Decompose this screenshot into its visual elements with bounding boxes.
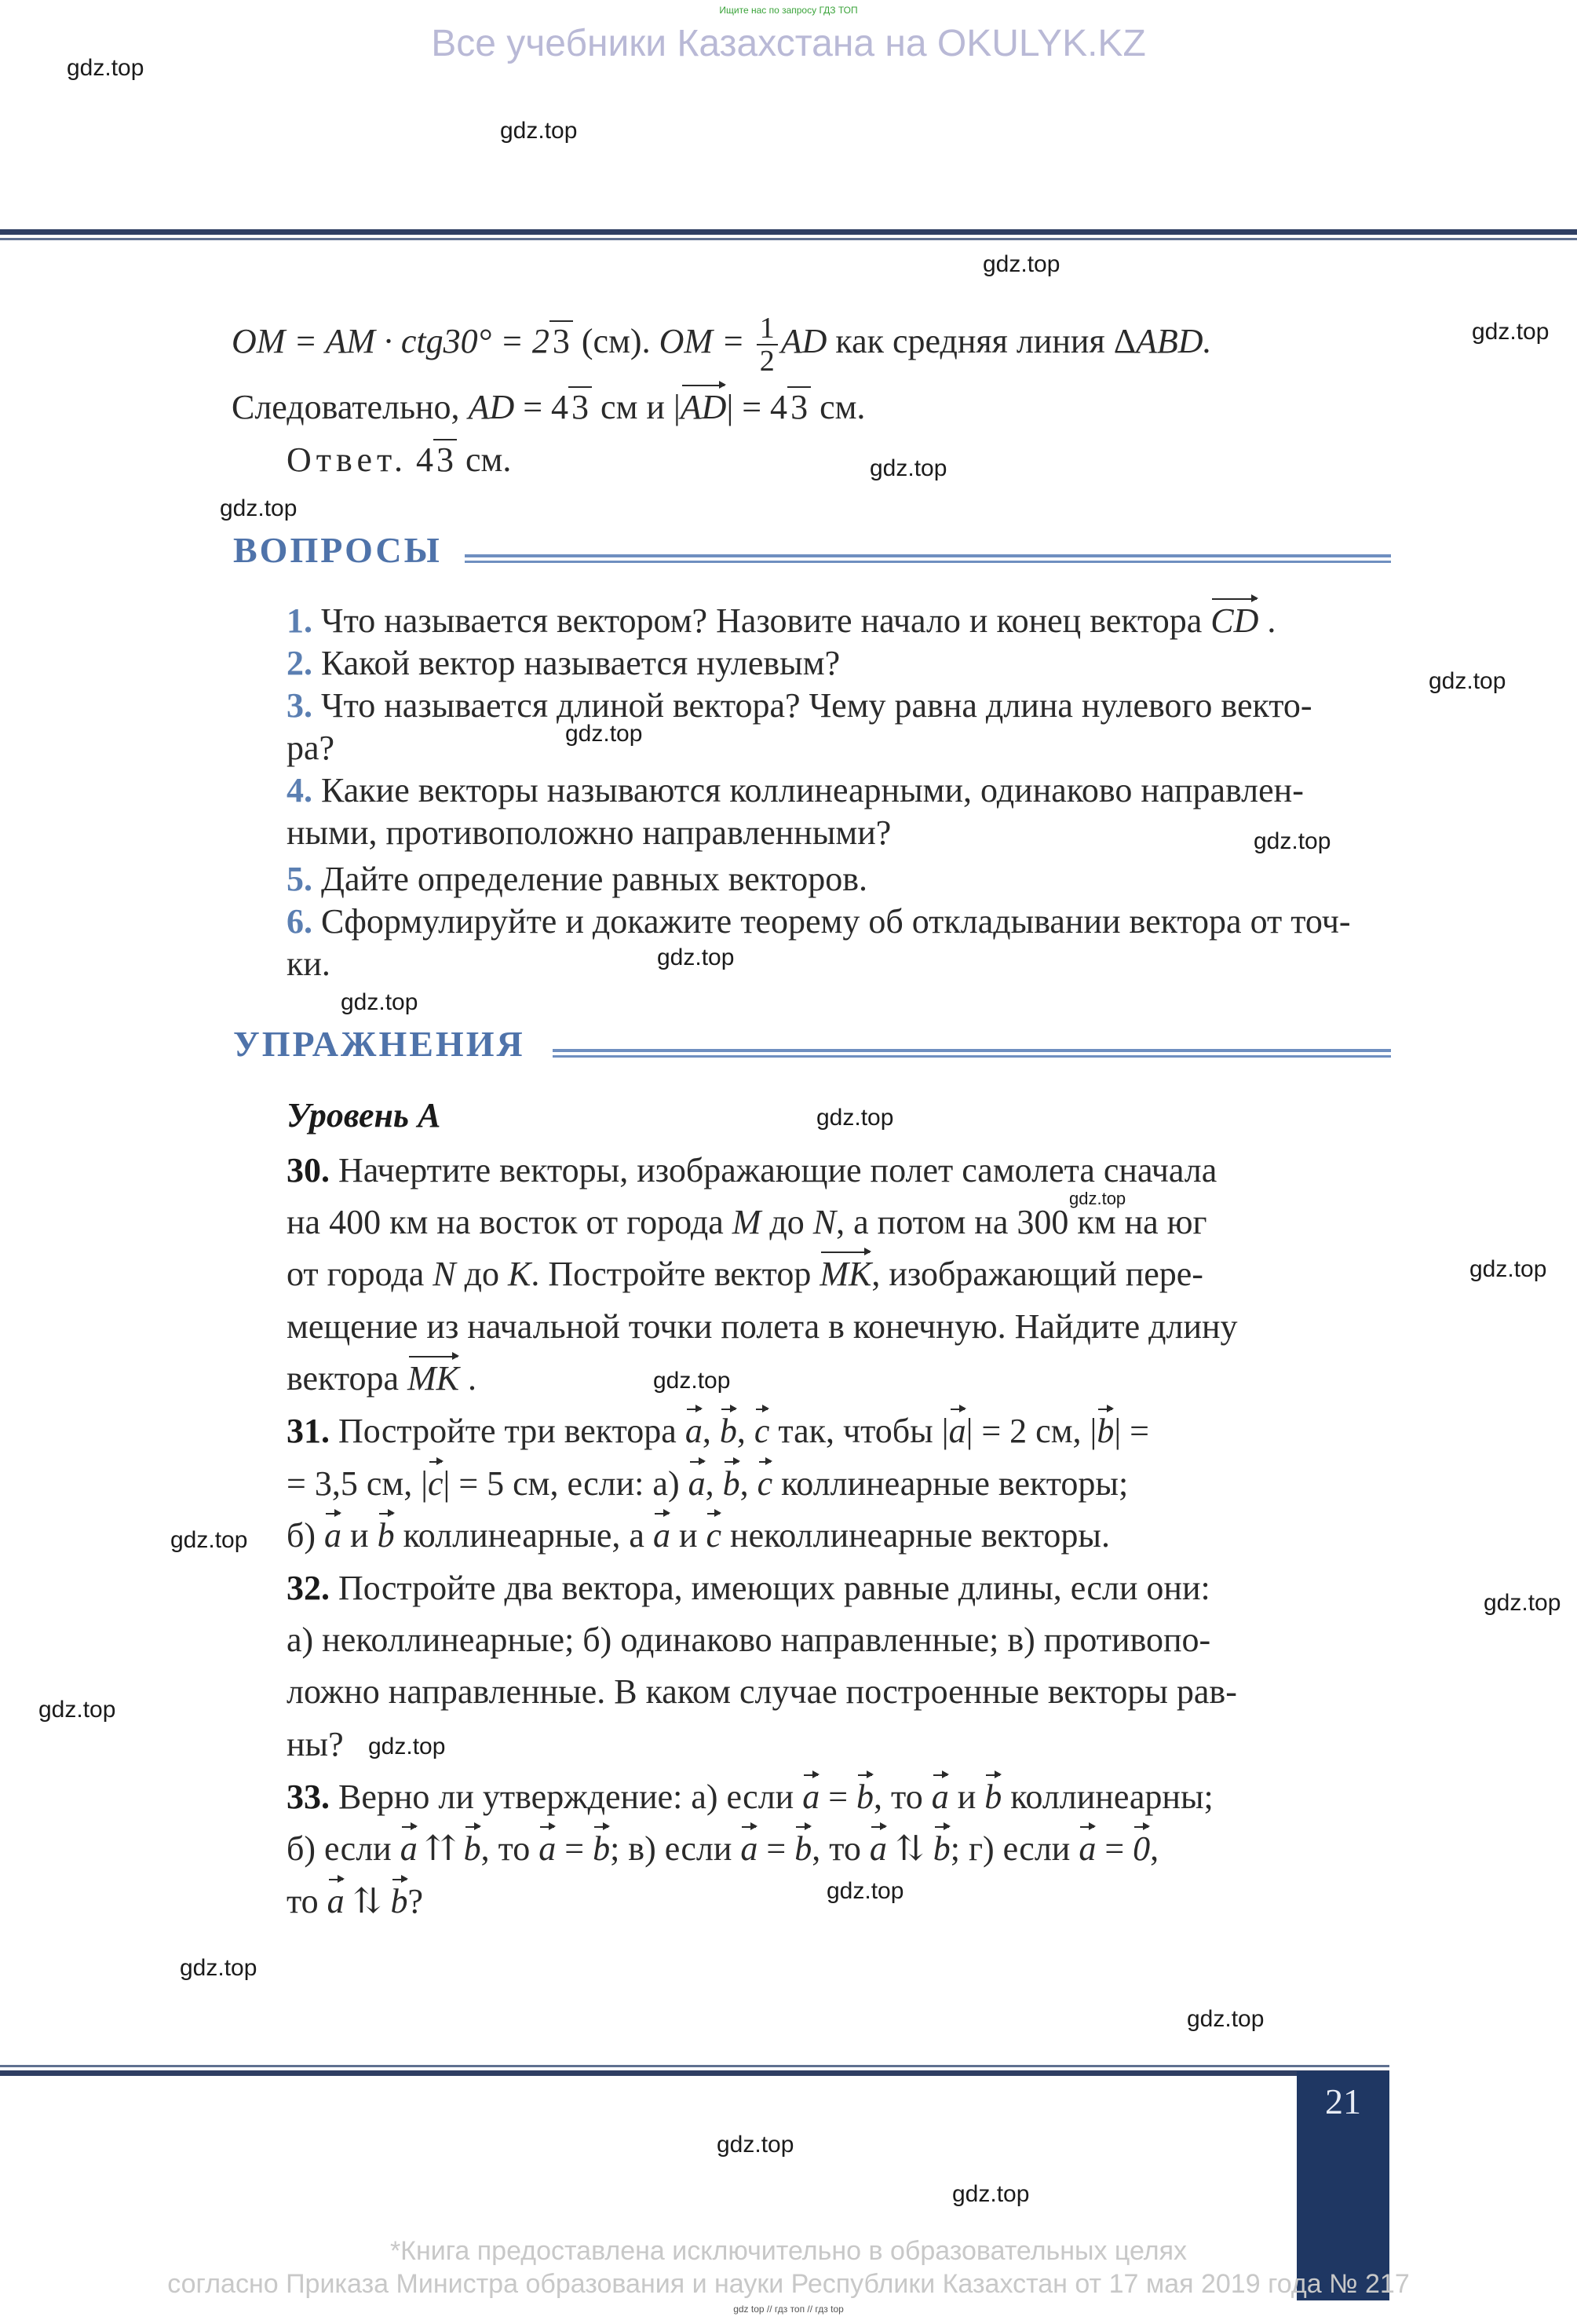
vector-a: a [949,1405,966,1457]
exercise-32: 32. Постройте два вектора, имеющих равные длины, если они: [287,1569,1210,1607]
question-4-cont: ными, противоположно направленными? [287,813,892,852]
watermark: gdz.top [1484,1590,1561,1616]
question-3-cont: ра? [287,729,335,767]
solution-line-2: Следовательно, AD = 43 см и |AD| = 43 см. [232,382,865,433]
fraction-half: $\frac{1}{2}$ [757,312,778,377]
vector-b: b [723,1458,740,1510]
footer-rule [0,2065,1389,2076]
watermark: gdz.top [368,1734,446,1759]
watermark: gdz.top [341,989,418,1015]
page-number: 21 [1325,2081,1361,2121]
watermark: gdz.top [1187,2006,1265,2032]
vector-zero: 0 [1133,1823,1150,1875]
question-2: 2. Какой вектор называется нулевым? [287,644,841,682]
watermark: gdz.top [827,1878,904,1904]
watermark: gdz.top [1254,828,1331,854]
header-rule [0,229,1577,240]
vector-b: b [720,1405,737,1457]
exercise-30-line-5: вектора MK . [287,1353,476,1405]
top-note: Ищите нас по запросу ГДЗ ТОП [719,5,858,16]
exercises-heading-rule [553,1049,1391,1058]
vector-c: c [757,1458,773,1510]
vector-AD: AD [681,382,727,433]
watermark: gdz.top [500,118,578,144]
vector-MK: MK [820,1248,871,1300]
vector-MK: MK [407,1353,459,1405]
question-5: 5. Дайте определение равных векторов. [287,860,868,898]
footnote-line-1: *Книга предоставлена исключительно в образовательных целях [389,2236,1188,2266]
watermark: gdz.top [1069,1189,1126,1208]
question-3: 3. Что называется длиной вектора? Чему равна длина нулевого векто- [287,686,1312,725]
vector-c: c [706,1510,721,1562]
watermark: gdz.top [816,1105,894,1131]
watermark: gdz.top [717,2132,794,2158]
exercise-33: 33. Верно ли утверждение: а) если a = b, то a и b коллинеарны; [287,1771,1214,1823]
vector-a: a [653,1510,670,1562]
exercise-30-line-2: на 400 км на восток от города M до N, а потом на 300 км на юг [287,1203,1207,1241]
bottom-links[interactable]: gdz top // гдз топ // гдз top [733,2304,844,2315]
exercises-heading: УПРАЖНЕНИЯ [233,1024,525,1064]
vector-a: a [685,1405,703,1457]
vector-CD: CD [1210,595,1258,647]
site-banner[interactable]: Все учебники Казахстана на OKULYK.KZ [431,23,1146,64]
vector-b: b [1097,1405,1114,1457]
level-title: Уровень А [287,1096,441,1135]
answer-line: Ответ. 43 см. [287,440,512,479]
watermark: gdz.top [952,2181,1030,2207]
question-1: 1. Что называется вектором? Назовите начало и конец вектора CD . [287,595,1276,647]
exercise-30-line-3: от города N до K. Постройте вектор MK, изображающий пере- [287,1248,1203,1300]
solution-line-1: OM = AM · ctg30° = 23 (см). OM = $\frac{1}{2}$ AD как средняя линия ΔABD. [232,312,1212,378]
watermark: gdz.top [1469,1256,1547,1282]
watermark: gdz.top [657,945,735,970]
vector-c: c [428,1458,444,1510]
exercise-31-line-3: б) a и b коллинеарные, а a и c неколлинеарные векторы. [287,1510,1110,1562]
exercise-33-line-3: то a ⇅ b? [287,1876,423,1928]
watermark: gdz.top [38,1697,116,1723]
footnote-line-2: согласно Приказа Министра образования и науки Республики Казахстан от 17 мая 2019 года № 217 [167,2269,1410,2299]
question-6: 6. Сформулируйте и докажите теорему об откладывании вектора от точ- [287,902,1351,941]
watermark: gdz.top [983,251,1060,277]
watermark: gdz.top [653,1368,731,1394]
watermark: gdz.top [180,1955,257,1981]
exercise-31: 31. Постройте три вектора a, b, c так, чтобы |a| = 2 см, |b| = [287,1405,1149,1457]
question-6-cont: ки. [287,945,330,983]
exercise-30-line-4: мещение из начальной точки полета в конечную. Найдите длину [287,1307,1238,1346]
questions-heading-rule [465,554,1391,564]
exercise-32-line-4: ны? [287,1725,344,1763]
watermark: gdz.top [220,495,298,521]
exercise-32-line-2: а) неколлинеарные; б) одинаково направленные; в) противопо- [287,1621,1211,1659]
vector-a: a [688,1458,706,1510]
watermark: gdz.top [565,721,643,747]
vector-c: c [754,1405,770,1457]
watermark: gdz.top [1472,319,1550,345]
watermark: gdz.top [1429,668,1506,694]
exercise-30: 30. Начертите векторы, изображающие полет самолета сначала [287,1151,1217,1189]
exercise-31-line-2: = 3,5 см, |c| = 5 см, если: а) a, b, c коллинеарные векторы; [287,1458,1128,1510]
question-4: 4. Какие векторы называются коллинеарными, одинаково направлен- [287,771,1304,809]
vector-a: a [324,1510,341,1562]
watermark: gdz.top [67,55,144,81]
watermark: gdz.top [170,1527,248,1553]
exercise-32-line-3: ложно направленные. В каком случае построенные векторы рав- [287,1672,1237,1711]
questions-heading: ВОПРОСЫ [233,530,442,570]
vector-b: b [378,1510,395,1562]
exercise-33-line-2: б) если a ⇈ b, то a = b; в) если a = b, то a ⇅ b; г) если a = 0, [287,1823,1159,1875]
watermark: gdz.top [870,455,947,481]
